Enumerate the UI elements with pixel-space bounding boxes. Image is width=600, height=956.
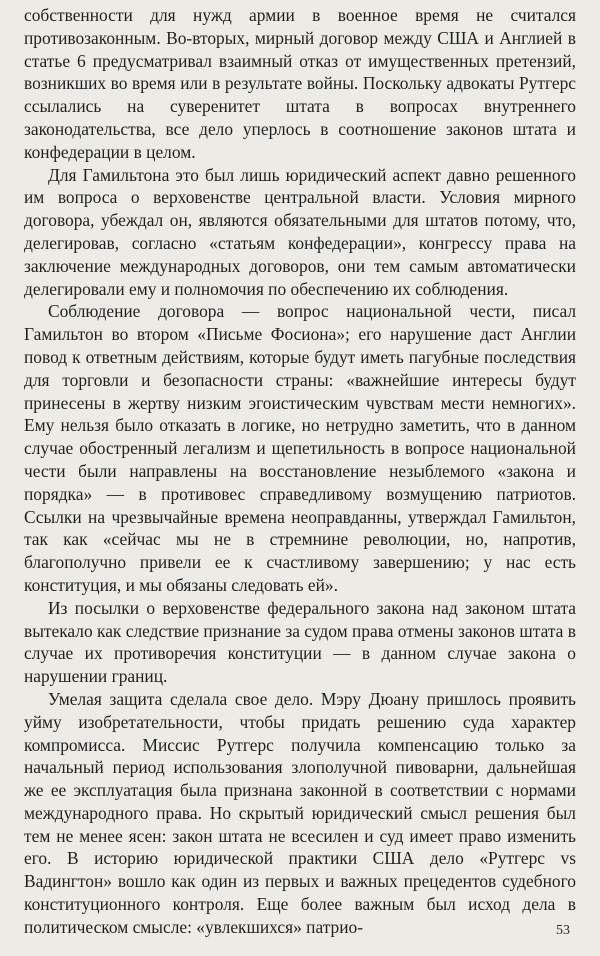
- paragraph-defense-outcome: Умелая защита сделала свое дело. Мэру Дюану пришлось проявить уйму изобретательности, чтобы придать решению суда характер компромисса. Миссис Рутгерс получила компенсацию только за начальный период использования злополучной пивоварни, дальнейшая же ее эксплуатация была признана законной в соответствии с нормами международного права. Но скрытый юридический смысл решения был тем не менее ясен: закон штата не всесилен и суд имеет право изменить его. В историю юридической практики США дело «Рутгерс vs Вадингтон» вошло как один из первых и важных прецедентов судебного конституционного контроля. Еще более важным был исход дела в политическом смысле: «увлекшихся» патрио-: [24, 688, 576, 937]
- page-number: 53: [556, 923, 570, 938]
- body-text: [24, 4, 576, 939]
- paragraph-continuation: собственности для нужд армии в военное время не считался противозаконным. Во-вторых, мирный договор между США и Англией в статье 6 предусматривал взаимный отказ от имущественных претензий, возникших во время или в результате войны. Поскольку адвокаты Рутгерс ссылались на суверенитет штата в вопросах внутреннего законодательства, все дело уперлось в соотношение законов штата и конфедерации в целом.: [24, 5, 576, 162]
- paragraph-hamilton-aspect: Для Гамильтона это был лишь юридический аспект давно решенного им вопроса о верховенстве центральной власти. Условия мирного договора, убеждал он, являются обязательными для штатов потому, что, делегировав, согласно «статьям конфедерации», конгрессу права на заключение международных договоров, они тем самым автоматически делегировали ему и полномочия по обеспечению их соблюдения.: [24, 164, 576, 299]
- paragraph-federal-supremacy: Из посылки о верховенстве федерального закона над законом штата вытекало как следствие признание за судом права отмены законов штата в случае их противоречия конституции — в данном случае закона о нарушении границ.: [24, 597, 576, 687]
- paragraph-treaty-honor: Соблюдение договора — вопрос национальной чести, писал Гамильтон во втором «Письме Фосиона»; его нарушение даст Англии повод к ответным действиям, которые будут иметь пагубные последствия для торговли и безопасности страны: «важнейшие интересы будут принесены в жертву низким эгоистическим чувствам мести немногих». Ему нельзя было отказать в логике, но нетрудно заметить, что в данном случае обостренный легализм и щепетильность в вопросе национальной чести были направлены на восстановление незыблемого «закона и порядка» — в противовес справедливому возмущению патриотов. Ссылки на чрезвычайные времена неоправданны, утверждал Гамильтон, так как «сейчас мы не в стремнине революции, но, напротив, благополучно привели ее к счастливому завершению; у нас есть конституция, и мы обязаны следовать ей».: [24, 301, 576, 595]
